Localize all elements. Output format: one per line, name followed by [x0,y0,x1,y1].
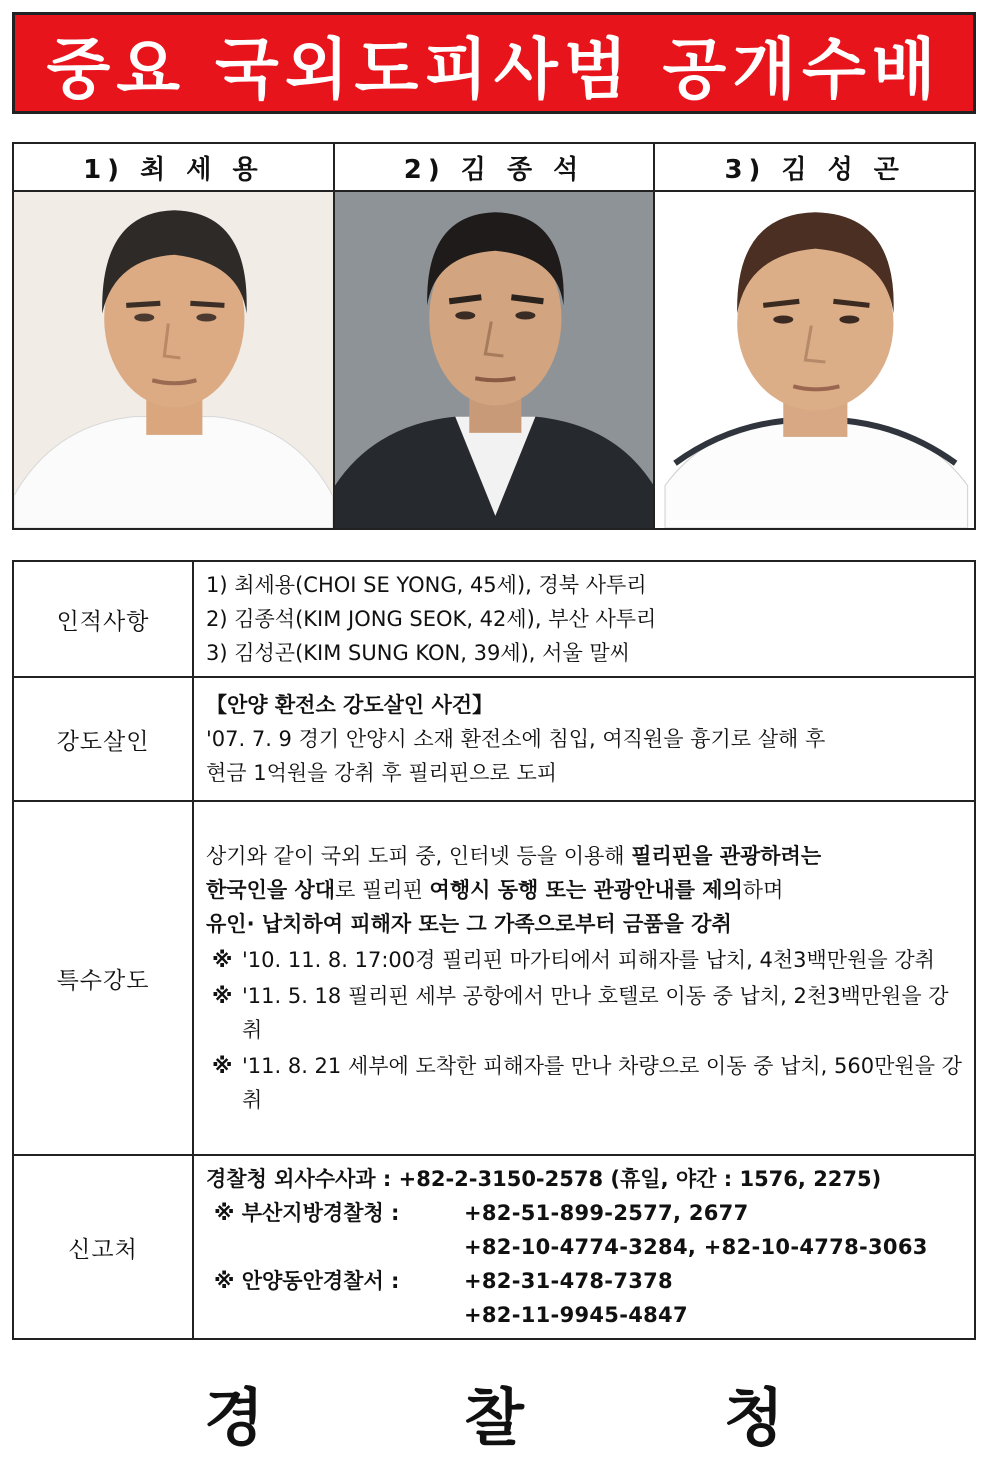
identity-row [13,561,975,677]
contact-busan-number-2: +82-10-4774-3284, +82-10-4778-3063 [464,1235,928,1259]
suspect-1-photo [14,192,333,528]
robbery-murder-heading: 【안양 환전소 강도살인 사건】 [206,693,494,717]
suspect-1-name: 1) 최 세 용 [14,144,333,192]
suspect-3-portrait-icon [655,192,974,528]
intro-bold-3: 여행시 동행 또는 관광안내를 제의 [429,878,743,902]
contact-busan [206,1196,964,1230]
robbery-murder-content [193,677,975,801]
contact-anyang [206,1264,964,1298]
note-mark-1: ※ [212,948,233,972]
intro-text-2: 로 필리핀 [335,878,430,902]
footer-char-2: 찰 [464,1380,524,1454]
suspect-photo-grid [12,142,976,530]
contact-busan-name [206,1196,464,1230]
contact-anyang-mark: ※ [214,1269,235,1293]
note-mark-2: ※ [212,984,233,1008]
case-info-table [12,560,976,1340]
special-robbery-intro-2 [206,873,964,907]
contact-busan-mark: ※ [214,1201,235,1225]
suspect-3-name: 3) 김 성 곤 [655,144,974,192]
footer-char-3: 청 [723,1380,784,1454]
incident-note-3 [206,1049,964,1117]
robbery-murder-label: 강도살인 [13,677,193,801]
intro-text-1: 상기와 같이 국외 도피 중, 인터넷 등을 이용해 [206,844,632,868]
footer-char-1: 경 [204,1380,265,1454]
incident-note-1 [206,943,964,977]
note-text-3: '11. 8. 21 세부에 도착한 피해자를 만나 차량으로 이동 중 납치, 560만원을 강취 [242,1054,962,1112]
report-row [13,1155,975,1339]
contact-anyang-name [206,1264,464,1298]
report-label: 신고처 [13,1155,193,1339]
banner-title: 중요 국외도피사범 공개수배 [46,30,942,108]
special-robbery-label: 특수강도 [13,801,193,1155]
contact-busan-number-1: +82-51-899-2577, 2677 [464,1201,749,1225]
suspect-2-name: 2) 김 종 석 [335,144,654,192]
identity-line-3: 3) 김성곤(KIM SUNG KON, 39세), 서울 말씨 [206,641,630,665]
note-mark-3: ※ [212,1054,233,1078]
report-main-line: 경찰청 외사수사과 : +82-2-3150-2578 (휴일, 야간 : 1576, 2275) [206,1167,882,1191]
robbery-murder-row [13,677,975,801]
identity-line-1: 1) 최세용(CHOI SE YONG, 45세), 경북 사투리 [206,573,647,597]
special-robbery-row [13,801,975,1155]
intro-text-3: 하며 [742,878,784,902]
contact-spacer [206,1298,464,1332]
suspect-2-portrait-icon [335,192,654,528]
identity-content [193,561,975,677]
contact-busan-label: 부산지방경찰청 : [241,1201,400,1225]
contact-spacer [206,1230,464,1264]
identity-label: 인적사항 [13,561,193,677]
intro-bold-1: 필리핀을 관광하려는 [631,844,822,868]
contact-busan-extra [206,1230,964,1264]
suspect-3-photo [655,192,974,528]
suspect-3-column [655,144,974,528]
suspect-1-column [14,144,335,528]
special-robbery-intro-1 [206,839,964,873]
intro-bold-2: 한국인을 상대 [206,878,336,902]
contact-anyang-number-2: +82-11-9945-4847 [464,1303,688,1327]
special-robbery-content [193,801,975,1155]
contact-anyang-number-1: +82-31-478-7378 [464,1269,673,1293]
suspect-2-photo [335,192,654,528]
contact-anyang-extra [206,1298,964,1332]
special-robbery-intro-3: 유인· 납치하여 피해자 또는 그 가족으로부터 금품을 강취 [206,912,732,936]
identity-line-2: 2) 김종석(KIM JONG SEOK, 42세), 부산 사투리 [206,607,657,631]
report-content [193,1155,975,1339]
note-text-2: '11. 5. 18 필리핀 세부 공항에서 만나 호텔로 이동 중 납치, 2천3백만원을 강취 [242,984,949,1042]
wanted-banner [12,12,976,114]
suspect-1-portrait-icon [14,192,333,528]
issuer-footer [0,1372,988,1452]
incident-note-2 [206,979,964,1047]
contact-anyang-label: 안양동안경찰서 : [241,1269,400,1293]
suspect-2-column [335,144,656,528]
note-text-1: '10. 11. 8. 17:00경 필리핀 마가티에서 피해자를 납치, 4천3백만원을 강취 [242,948,935,972]
robbery-murder-line-1: '07. 7. 9 경기 안양시 소재 환전소에 침입, 여직원을 흉기로 살해 후 [206,727,826,751]
robbery-murder-line-2: 현금 1억원을 강취 후 필리핀으로 도피 [206,761,558,785]
